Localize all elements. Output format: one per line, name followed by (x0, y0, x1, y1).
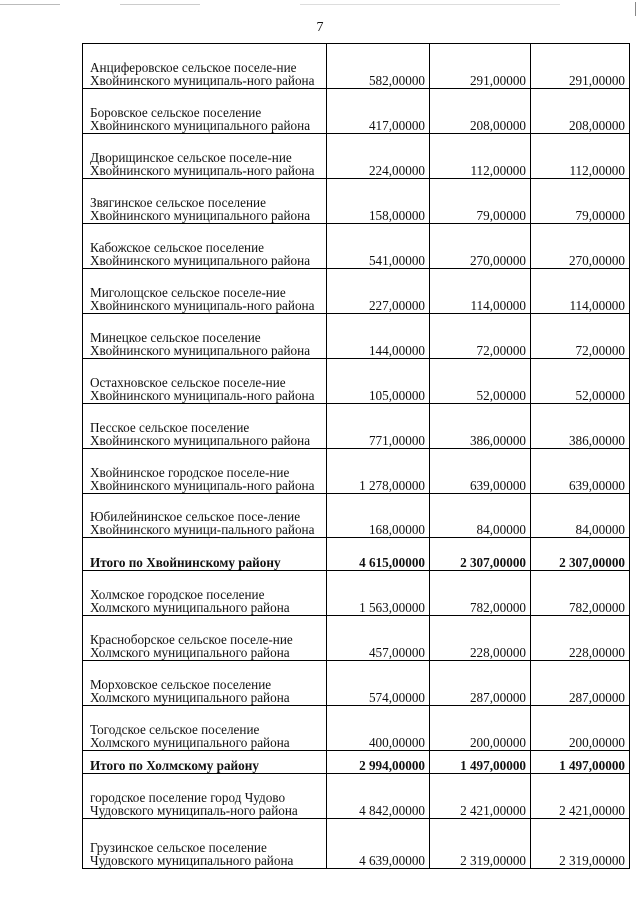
amount-cell-1: 168,00000 (327, 494, 430, 538)
table-row (83, 449, 630, 494)
table-row (83, 494, 630, 538)
settlement-name-cell: Кабожское сельское поселение Хвойнинского муниципального района (83, 224, 327, 269)
amount-cell-3: 72,00000 (531, 314, 630, 359)
settlement-name-cell: Хвойнинское городское поселе-ние Хвойнинского муниципаль-ного района (83, 449, 327, 494)
scan-top-rule (0, 4, 640, 5)
amount-cell-1: 2 994,00000 (327, 751, 430, 774)
amount-cell-3: 2 319,00000 (531, 819, 630, 869)
amount-cell-2: 200,00000 (430, 706, 531, 751)
amount-cell-2: 2 421,00000 (430, 774, 531, 819)
settlement-name-cell: Миголощское сельское поселе-ние Хвойнинского муниципаль-ного района (83, 269, 327, 314)
table-row (83, 134, 630, 179)
amount-cell-2: 114,00000 (430, 269, 531, 314)
amount-cell-3: 2 307,00000 (531, 538, 630, 571)
amount-cell-1: 400,00000 (327, 706, 430, 751)
table-total-row (83, 751, 630, 774)
amount-cell-3: 2 421,00000 (531, 774, 630, 819)
amount-cell-1: 4 842,00000 (327, 774, 430, 819)
settlement-name-cell: Минецкое сельское поселение Хвойнинского муниципального района (83, 314, 327, 359)
amount-cell-1: 158,00000 (327, 179, 430, 224)
table-total-row (83, 538, 630, 571)
amount-cell-2: 79,00000 (430, 179, 531, 224)
table-body (83, 44, 630, 869)
table-row (83, 89, 630, 134)
amount-cell-3: 270,00000 (531, 224, 630, 269)
settlement-name-cell: Грузинское сельское поселение Чудовского муниципального района (83, 819, 327, 869)
settlement-name-cell: Юбилейнинское сельское посе-ление Хвойнинского муници-пального района (83, 494, 327, 538)
amount-cell-1: 4 639,00000 (327, 819, 430, 869)
settlement-name-cell: Итого по Холмскому району (83, 751, 327, 774)
settlement-name-cell: городское поселение город Чудово Чудовского муниципаль-ного района (83, 774, 327, 819)
table-row (83, 224, 630, 269)
settlement-name-cell: Итого по Хвойнинскому району (83, 538, 327, 571)
amount-cell-3: 228,00000 (531, 616, 630, 661)
amount-cell-3: 200,00000 (531, 706, 630, 751)
settlement-name-cell: Остахновское сельское поселе-ние Хвойнинского муниципаль-ного района (83, 359, 327, 404)
amount-cell-2: 72,00000 (430, 314, 531, 359)
amount-cell-3: 114,00000 (531, 269, 630, 314)
allocation-table (82, 43, 630, 869)
settlement-name-cell: Дворищинское сельское поселе-ние Хвойнинского муниципаль-ного района (83, 134, 327, 179)
amount-cell-2: 228,00000 (430, 616, 531, 661)
table-row (83, 774, 630, 819)
settlement-name-cell: Холмское городское поселение Холмского муниципального района (83, 571, 327, 616)
amount-cell-1: 582,00000 (327, 44, 430, 89)
amount-cell-2: 639,00000 (430, 449, 531, 494)
table-row (83, 269, 630, 314)
settlement-name-cell: Красноборское сельское поселе-ние Холмского муниципального района (83, 616, 327, 661)
table-row (83, 706, 630, 751)
amount-cell-1: 541,00000 (327, 224, 430, 269)
amount-cell-2: 1 497,00000 (430, 751, 531, 774)
table-row (83, 359, 630, 404)
amount-cell-1: 105,00000 (327, 359, 430, 404)
amount-cell-2: 208,00000 (430, 89, 531, 134)
scan-corner-mark (627, 2, 636, 16)
amount-cell-2: 291,00000 (430, 44, 531, 89)
amount-cell-2: 52,00000 (430, 359, 531, 404)
amount-cell-2: 2 319,00000 (430, 819, 531, 869)
settlement-name-cell: Звягинское сельское поселение Хвойнинского муниципального района (83, 179, 327, 224)
amount-cell-1: 574,00000 (327, 661, 430, 706)
amount-cell-1: 4 615,00000 (327, 538, 430, 571)
amount-cell-3: 208,00000 (531, 89, 630, 134)
page-number: 7 (316, 20, 324, 35)
settlement-name-cell: Тогодское сельское поселение Холмского муниципального района (83, 706, 327, 751)
table-row (83, 571, 630, 616)
amount-cell-3: 52,00000 (531, 359, 630, 404)
amount-cell-2: 270,00000 (430, 224, 531, 269)
amount-cell-3: 287,00000 (531, 661, 630, 706)
amount-cell-1: 1 563,00000 (327, 571, 430, 616)
amount-cell-3: 386,00000 (531, 404, 630, 449)
amount-cell-2: 84,00000 (430, 494, 531, 538)
amount-cell-1: 227,00000 (327, 269, 430, 314)
amount-cell-3: 639,00000 (531, 449, 630, 494)
amount-cell-1: 417,00000 (327, 89, 430, 134)
table-row (83, 44, 630, 89)
amount-cell-3: 84,00000 (531, 494, 630, 538)
amount-cell-2: 287,00000 (430, 661, 531, 706)
amount-cell-1: 1 278,00000 (327, 449, 430, 494)
table-row (83, 661, 630, 706)
amount-cell-2: 112,00000 (430, 134, 531, 179)
amount-cell-3: 1 497,00000 (531, 751, 630, 774)
amount-cell-1: 457,00000 (327, 616, 430, 661)
amount-cell-3: 112,00000 (531, 134, 630, 179)
amount-cell-3: 291,00000 (531, 44, 630, 89)
amount-cell-1: 144,00000 (327, 314, 430, 359)
settlement-name-cell: Боровское сельское поселение Хвойнинского муниципального района (83, 89, 327, 134)
settlement-name-cell: Песское сельское поселение Хвойнинского муниципального района (83, 404, 327, 449)
amount-cell-2: 782,00000 (430, 571, 531, 616)
amount-cell-3: 79,00000 (531, 179, 630, 224)
amount-cell-2: 2 307,00000 (430, 538, 531, 571)
settlement-name-cell: Анциферовское сельское поселе-ние Хвойнинского муниципаль-ного района (83, 44, 327, 89)
amount-cell-2: 386,00000 (430, 404, 531, 449)
amount-cell-1: 771,00000 (327, 404, 430, 449)
amount-cell-3: 782,00000 (531, 571, 630, 616)
table-row (83, 314, 630, 359)
table-row (83, 616, 630, 661)
table-row (83, 404, 630, 449)
amount-cell-1: 224,00000 (327, 134, 430, 179)
table-row (83, 819, 630, 869)
settlement-name-cell: Морховское сельское поселение Холмского муниципального района (83, 661, 327, 706)
table-row (83, 179, 630, 224)
